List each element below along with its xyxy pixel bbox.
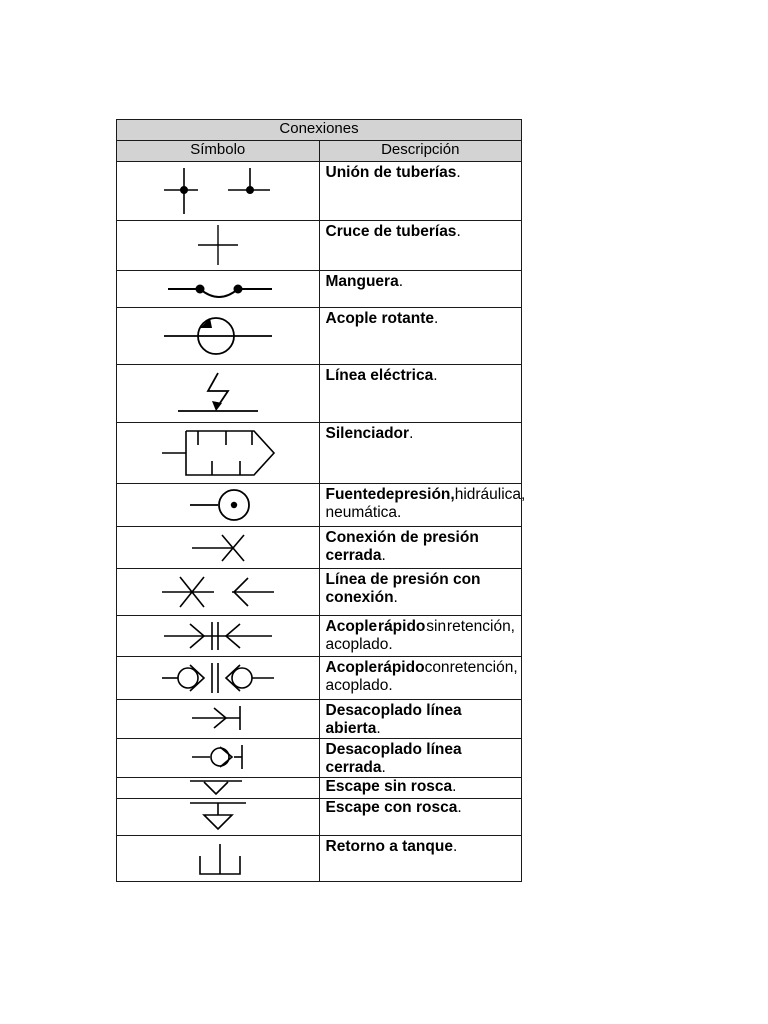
description-cell: Conexión de presión cerrada.: [319, 527, 522, 569]
uncoupled-open-line-icon: [154, 700, 282, 736]
description-cell: Manguera.: [319, 271, 522, 308]
table-row: [117, 778, 522, 799]
exhaust-threaded-icon: [154, 799, 282, 834]
table-row: [117, 308, 522, 365]
table-title: Conexiones: [117, 120, 522, 141]
connections-table: [116, 119, 526, 882]
rotary-coupling-icon: [154, 308, 282, 363]
table-row: [117, 423, 522, 484]
table-row: [117, 569, 522, 616]
description-cell: Acople rápido sin retención, acoplado.: [319, 616, 522, 657]
symbol-cell: [117, 527, 320, 569]
table-row: [117, 700, 522, 739]
description-cell: Acople rotante.: [319, 308, 522, 365]
symbol-cell: [117, 221, 320, 271]
table-row: [117, 799, 522, 836]
quick-coupling-check-icon: [154, 657, 282, 698]
symbol-cell: [117, 484, 320, 527]
table-row: [117, 271, 522, 308]
quick-coupling-no-check-icon: [154, 616, 282, 655]
return-to-tank-icon: [154, 836, 282, 880]
closed-pressure-connection-icon: [154, 527, 282, 567]
description-cell: Cruce de tuberías.: [319, 221, 522, 271]
table-row: [117, 221, 522, 271]
description-cell: Desacoplado línea cerrada.: [319, 739, 522, 778]
pipe-junction-icon: [154, 162, 282, 220]
symbol-cell: [117, 799, 320, 836]
description-cell: Desacoplado línea abierta.: [319, 700, 522, 739]
hose-icon: [154, 271, 282, 306]
symbol-cell: [117, 308, 320, 365]
table-row: [117, 484, 522, 527]
uncoupled-closed-line-icon: [154, 739, 282, 774]
description-cell: Retorno a tanque.: [319, 836, 522, 882]
symbol-column-header: Símbolo: [117, 141, 320, 162]
silencer-icon: [154, 423, 282, 482]
symbol-cell: [117, 162, 320, 221]
description-cell: Fuente de presión, hidráulica, neumática.: [319, 484, 522, 527]
table-row: [117, 739, 522, 778]
table-row: [117, 527, 522, 569]
symbol-cell: [117, 569, 320, 616]
symbol-cell: [117, 616, 320, 657]
table-row: [117, 657, 522, 700]
symbol-cell: [117, 271, 320, 308]
description-cell: Escape con rosca.: [319, 799, 522, 836]
symbol-cell: [117, 836, 320, 882]
table-row: [117, 836, 522, 882]
description-cell: Línea de presión con conexión.: [319, 569, 522, 616]
description-cell: Silenciador.: [319, 423, 522, 484]
symbol-cell: [117, 778, 320, 799]
pressure-source-icon: [154, 484, 282, 525]
electric-line-icon: [154, 365, 282, 421]
pipe-crossing-icon: [154, 221, 282, 269]
symbol-cell: [117, 657, 320, 700]
symbol-cell: [117, 700, 320, 739]
table-row: [117, 616, 522, 657]
table-row: [117, 162, 522, 221]
description-column-header: Descripción: [319, 141, 522, 162]
table-row: [117, 365, 522, 423]
symbol-cell: [117, 423, 320, 484]
description-cell: Línea eléctrica.: [319, 365, 522, 423]
pressure-line-connection-icon: [154, 569, 282, 614]
description-cell: Unión de tuberías.: [319, 162, 522, 221]
description-cell: Acople rápido con retención, acoplado.: [319, 657, 522, 700]
description-cell: Escape sin rosca.: [319, 778, 522, 799]
symbol-cell: [117, 365, 320, 423]
exhaust-no-thread-icon: [154, 778, 282, 797]
symbol-cell: [117, 739, 320, 778]
